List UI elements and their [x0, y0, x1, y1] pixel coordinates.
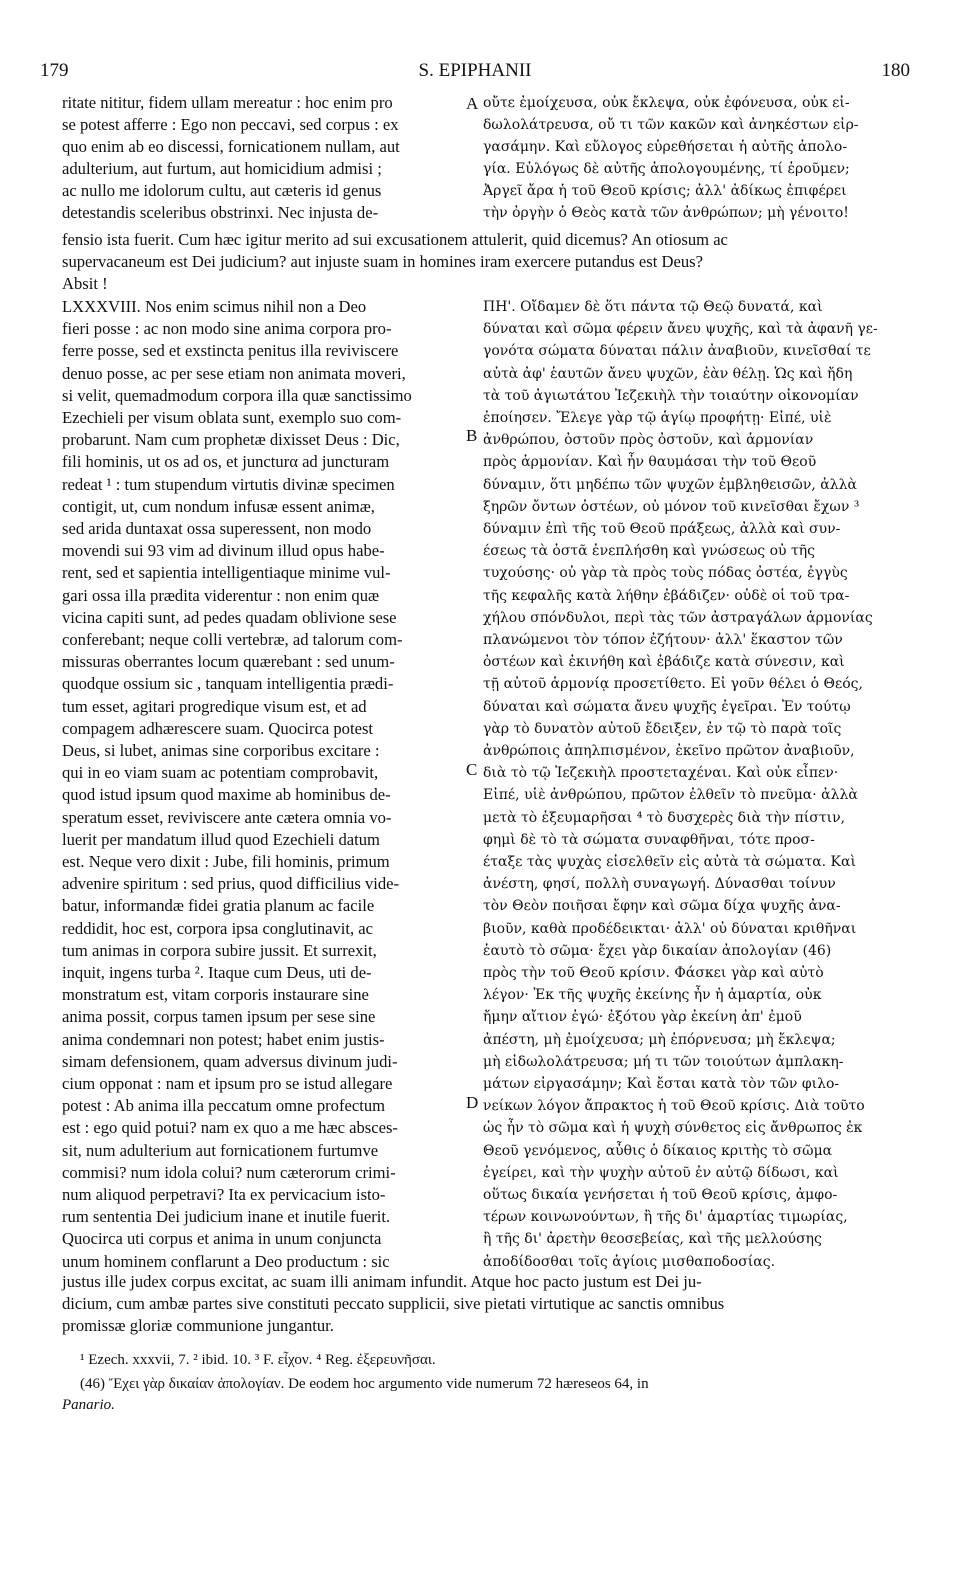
text-line: missuras oberrantes locum quærebant : sed unum-: [62, 652, 395, 672]
text-line: γὰρ τὸ δυνατὸν αὐτοῦ ἔδειξεν, ἐν τῷ τὸ παρὰ τοῖς: [483, 720, 842, 737]
text-line: ΠΗ'. Οἴδαμεν δὲ ὅτι πάντα τῷ Θεῷ δυνατά, καὶ: [483, 299, 823, 315]
text-line: αὐτὰ ἀφ' ἑαυτῶν ἄνευ ψυχῶν, ἐὰν θέλῃ. Ὡς καὶ ἤδη: [483, 365, 853, 382]
text-line: νείκων λόγον ἄπρακτος ἡ τοῦ Θεοῦ κρίσις. Διὰ τοῦτο: [483, 1098, 865, 1115]
text-line: detestandis sceleribus obstrinxi. Nec injusta de-: [62, 203, 379, 222]
text-line: dicium, cum ambæ partes sive constituti peccato supplicii, sive pietati virtutique ac sanctis omnibus: [62, 1294, 725, 1313]
text-line: ἀπέστη, μὴ ἐμοίχευσα; μὴ ἐπόρνευσα; μὴ ἔκλεψα;: [483, 1031, 836, 1048]
text-line: Absit !: [62, 274, 108, 293]
text-line: πλανώμενοι τὸν τόπον ἐζήτουν· ἀλλ' ἕκαστον τῶν: [483, 632, 843, 648]
text-line: gari ossa illa prædita viderentur : non enim quæ: [62, 585, 380, 605]
text-line: ἑαυτὸ τὸ σῶμα· ἔχει γὰρ δικαίαν ἀπολογίαν (46): [483, 942, 832, 959]
text-line: Ἀργεῖ ἄρα ἡ τοῦ Θεοῦ κρίσις; ἀλλ' ἀδίκως ἐπιφέρει: [483, 183, 847, 199]
text-line: οὕτως δικαία γενήσεται ἡ τοῦ Θεοῦ κρίσις, ἀμφο-: [483, 1187, 838, 1203]
text-line: rum sententia Dei judicium inane et inutile fuerit.: [62, 1207, 391, 1227]
text-line: ξηρῶν ὄντων ὀστέων, οὐ μόνον τοῦ κινεῖσθαι ἔχων ³: [483, 498, 860, 515]
text-line: redeat ¹ : tum stupendum virtutis divinæ specimen: [62, 474, 395, 494]
text-line: χήλου σπόνδυλοι, περὶ τὰς τῶν ἀστραγάλων ἁρμονίας: [483, 609, 873, 626]
text-line: τὴν ὀργὴν ὁ Θεὸς κατὰ τῶν ἀνθρώπων; μὴ γένοιτο!: [483, 205, 849, 221]
text-line: γασάμην. Καὶ εὔλογος εὑρεθήσεται ἡ αὐτῆς ἀπολο-: [483, 139, 848, 155]
text-line: adulterium, aut furtum, aut homicidium admisi ;: [62, 159, 382, 178]
text-line: τῆς κεφαλῆς κατὰ λήθην ἐβάδιζεν· οὐδὲ οἱ τοῦ τρα-: [483, 587, 850, 604]
text-line: τὰ τοῦ ἁγιωτάτου Ἰεζεκιὴλ τὴν τοιαύτην οἰκονομίαν: [483, 387, 859, 404]
text-line: ἀνθρώπου, ὀστοῦν πρὸς ὀστοῦν, καὶ ἁρμονίαν: [483, 432, 814, 449]
margin-marker-c: C: [466, 760, 478, 779]
footnote-refs: ¹ Ezech. xxxvii, 7. ² ibid. 10. ³ F. εἶχον. ⁴ Reg. ἐξερευνῆσαι.: [80, 1352, 436, 1368]
text-line: τέρων κοινωνούντων, ἢ τῆς δι' ἁμαρτίας τιμωρίας,: [483, 1209, 848, 1226]
text-line: luerit per mandatum illud quod Ezechieli datum: [62, 829, 380, 849]
text-line: έταξε τὰς ψυχὰς εἰσελθεῖν εἰς αὐτὰ τὰ σώματα. Καὶ: [483, 854, 856, 870]
text-line: commisi? num idola colui? num cæterorum crimi-: [62, 1162, 396, 1182]
text-line: movendi sui 93 vim ad divinum illud opus habe-: [62, 541, 385, 561]
text-line: tum animas in corpora subire jussit. Et surrexit,: [62, 940, 377, 960]
text-line: μὴ εἰδωλολάτρευσα; μή τι τῶν τοιούτων ἀμπλακη-: [483, 1053, 844, 1070]
text-line: denuo posse, ac per sese etiam non animata moveri,: [62, 363, 406, 383]
text-line: λέγον· Ἐκ τῆς ψυχῆς ἐκείνης ἦν ἡ ἁμαρτία, οὐκ: [483, 987, 822, 1004]
text-line: δύναται καὶ σῶμα φέρειν ἄνευ ψυχῆς, καὶ τὰ ἀφανῆ γε-: [483, 321, 878, 338]
text-line: ἀνέστη, φησί, πολλὴ συναγωγή. Δύνασθαι τοίνυν: [483, 876, 836, 893]
text-line: contigit, ut, cum nondum infusæ essent animæ,: [62, 496, 375, 516]
text-line: δύναται καὶ σώματα ἄνευ ψυχῆς ἐγεῖραι. Ἐν τούτῳ: [483, 698, 851, 715]
text-line: δύναμιν, ὅτι μηδέπω τῶν ψυχῶν ἐμβληθεισῶν, ἀλλὰ: [483, 476, 857, 493]
text-line: μετὰ τὸ ἐξευμαρῆσαι ⁴ τὸ δυσχερὲς διὰ τὴν πίστιν,: [483, 809, 846, 826]
text-line: quod istud ipsum quod maxime ab hominibus de-: [62, 785, 391, 805]
text-line: fensio ista fuerit. Cum hæc igitur merito ad sui excusationem attulerit, quid dicemus? An otiosum ac: [62, 230, 728, 249]
footnote-46-cont: Panario.: [62, 1397, 115, 1413]
text-line: anima condemnari non potest; habet enim justis-: [62, 1029, 385, 1049]
text-line: tum esset, agitari progredique visum est, et ad: [62, 696, 367, 716]
text-line: ἐγείρει, καὶ τὴν ψυχὴν αὐτοῦ ἐν αὐτῷ δίδωσι, καὶ: [483, 1164, 839, 1181]
text-line: γία. Εὐλόγως δὲ αὐτῆς ἀπολογουμένης, τί ἐροῦμεν;: [483, 161, 850, 177]
page-number-right: 180: [881, 60, 910, 81]
margin-marker-a: A: [466, 94, 479, 113]
text-line: ritate nititur, fidem ullam mereatur : hoc enim pro: [62, 93, 393, 112]
text-line: reddidit, hoc est, corpora ipsa conglutinavit, ac: [62, 918, 374, 938]
text-line: conferebant; neque colli vertebræ, ad talorum com-: [62, 630, 403, 649]
text-line: Deus, si lubet, animas sine corporibus excitare :: [62, 741, 380, 760]
text-line: compagem adhærescere suam. Quocirca potest: [62, 718, 374, 738]
text-line: probarunt. Nam cum prophetæ dixisset Deus : Dic,: [62, 430, 400, 450]
text-line: Θεοῦ γενόμενος, αὖθις ὁ δίκαιος κριτὴς τὸ σῶμα: [483, 1142, 833, 1159]
text-line: potest : Ab anima illa peccatum omne profectum: [62, 1096, 386, 1116]
text-line: speratum esset, reviviscere ante cætera omnia vo-: [62, 807, 392, 827]
text-line: ἀνθρώποις ἀπηλπισμένον, ἐκεῖνο πρῶτον ἀναβιοῦν,: [483, 743, 855, 759]
text-line: quodque ossium sic , tanquam intelligentia prædi-: [62, 674, 394, 694]
margin-marker-b: B: [466, 426, 478, 445]
text-line: ὡς ἦν τὸ σῶμα καὶ ἡ ψυχὴ σύνθετος εἰς ἄνθρωπος ἐκ: [483, 1120, 863, 1137]
text-line: μάτων εἰργασάμην; Καὶ ἔσται κατὰ τὸν τῶν φιλο-: [483, 1076, 840, 1092]
text-line: ac nullo me idolorum cultu, aut cæteris id genus: [62, 181, 382, 200]
text-line: se potest afferre : Ego non peccavi, sed corpus : ex: [62, 115, 399, 134]
text-line: οὔτε ἐμοίχευσα, οὐκ ἔκλεψα, οὐκ ἐφόνευσα, οὐκ εἰ-: [483, 95, 850, 111]
text-line: βιοῦν, καθὰ προδέδεικται· ἀλλ' οὐ δύναται κριθῆναι: [483, 920, 857, 937]
running-title: S. EPIPHANII: [418, 60, 532, 81]
text-line: ἤμην αἴτιον ἐγώ· ἐξότου γὰρ ἐκείνη ἀπ' ἐμοῦ: [483, 1009, 802, 1026]
text-line: batur, informandæ fidei gratia planum ac facile: [62, 896, 375, 916]
text-line: έσεως τὰ ὀστᾶ ἐνεπλήσθη καὶ γνώσεως οὐ τῆς: [483, 543, 815, 560]
text-line: advenire spiritum : sed prius, quod difficilius vide-: [62, 874, 400, 894]
margin-marker-d: D: [466, 1093, 479, 1112]
text-line: τὸν Θεὸν ποιῆσαι ἔφην καὶ σῶμα δίχα ψυχῆς ἀνα-: [483, 898, 841, 915]
text-line: ferre posse, sed et exstincta penitus illa reviviscere: [62, 341, 399, 361]
text-line: promissæ gloriæ communione jungantur.: [62, 1316, 334, 1335]
text-line: πρὸς ἁρμονίαν. Καὶ ἦν θαυμάσαι τὴν τοῦ Θεοῦ: [483, 454, 817, 471]
text-line: sit, num adulterium aut fornicationem furtumve: [62, 1140, 379, 1160]
text-line: ὀστέων καὶ ἐκινήθη καὶ ἐβάδιζε κατὰ σύνεσιν, καὶ: [483, 654, 845, 671]
text-line: supervacaneum est Dei judicium? aut injuste suam in homines iram exercere putandus est Deus?: [62, 252, 703, 271]
text-line: inquit, ingens turba ². Itaque cum Deus, uti de-: [62, 963, 372, 982]
text-line: τυχούσης· οὐ γὰρ τὰ πρὸς τοὺς πόδας ὀστέα, ἐγγὺς: [483, 565, 848, 582]
text-line: cium opponat : nam et ipsum pro se istud allegare: [62, 1074, 393, 1093]
text-line: τῇ αὐτοῦ ἁρμονίᾳ προσετίθετο. Εἰ γοῦν θέλει ὁ Θεός,: [483, 676, 863, 693]
text-line: γονότα σώματα δύναται πάλιν ἀναβιοῦν, κινεῖσθαί τε: [483, 343, 871, 360]
text-line: est. Neque vero dixit : Jube, fili hominis, primum: [62, 852, 390, 871]
text-line: LXXXVIII. Nos enim scimus nihil non a Deo: [62, 297, 367, 316]
text-line: num aliquod perpetravi? Ita ex pervicacium isto-: [62, 1185, 386, 1204]
text-line: δωλολάτρευσα, οὔ τι τῶν κακῶν καὶ ἀνηκέστων εἰρ-: [483, 117, 859, 133]
text-line: justus ille judex corpus excitat, ac suam illi animam infundit. Atque hoc pacto justum est Dei ju-: [62, 1272, 702, 1291]
text-line: ἀποδίδοσθαι τοῖς ἁγίοις μισθαποδοσίας.: [483, 1253, 776, 1270]
footnote-46: (46) Ἔχει γὰρ δικαίαν ἀπολογίαν. De eodem hoc argumento vide numerum 72 hæreseos 64, in: [80, 1376, 649, 1392]
text-line: unum hominem conflarunt a Deo productum : sic: [62, 1251, 390, 1271]
text-line: quo enim ab eo discessi, fornicationem nullam, aut: [62, 137, 400, 156]
text-line: anima possit, corpus tamen ipsum per sese sine: [62, 1007, 376, 1027]
text-line: fieri posse : ac non modo sine anima corpora pro-: [62, 319, 392, 339]
text-line: φημὶ δὲ τὸ τὰ σώματα συναφθῆναι, τότε προσ-: [483, 831, 815, 848]
text-line: δύναμιν ἐπὶ τῆς τοῦ Θεοῦ πράξεως, ἀλλὰ καὶ συν-: [483, 521, 841, 537]
text-line: vicina capiti sunt, ad pedes quadam oblivione sese: [62, 607, 397, 627]
text-line: simam defensionem, quam adversus divinum judi-: [62, 1051, 398, 1071]
text-line: est : ego quid potui? nam ex quo a me hæc absces-: [62, 1118, 398, 1138]
running-header: [40, 60, 910, 90]
text-line: qui in eo viam suam ac potentiam comprobavit,: [62, 763, 379, 783]
text-line: Ezechieli per visum oblata sunt, exemplo suo com-: [62, 408, 402, 427]
text-line: si velit, quemadmodum corpora illa quæ sanctissimo: [62, 385, 412, 405]
text-line: ἐποίησεν. Ἔλεγε γὰρ τῷ ἁγίῳ προφήτῃ· Εἰπέ, υἱὲ: [483, 410, 832, 426]
text-line: Quocirca uti corpus et anima in unum conjuncta: [62, 1229, 382, 1249]
text-line: ἢ τῆς δι' ἀρετὴν θεοσεβείας, καὶ τῆς μελλούσης: [483, 1231, 822, 1248]
text-line: fili hominis, ut os ad os, et juncturα ad juncturam: [62, 452, 390, 472]
text-line: sed arida duntaxat ossa superessent, non modo: [62, 519, 372, 538]
text-line: Εἰπέ, υἱὲ ἀνθρώπου, πρῶτον ἐλθεῖν τὸ πνεῦμα· ἀλλὰ: [483, 787, 858, 804]
text-line: monstratum est, vitam corporis instaurare sine: [62, 985, 369, 1005]
page-number-left: 179: [40, 60, 69, 81]
text-line: πρὸς τὴν τοῦ Θεοῦ κρίσιν. Φάσκει γὰρ καὶ αὐτὸ: [483, 965, 824, 981]
text-line: διὰ τὸ τῷ Ἰεζεκιὴλ προστεταχέναι. Καὶ οὐκ εἶπεν·: [483, 765, 839, 782]
text-line: rent, sed et sapientia intelligentiaque minime vul-: [62, 563, 391, 583]
